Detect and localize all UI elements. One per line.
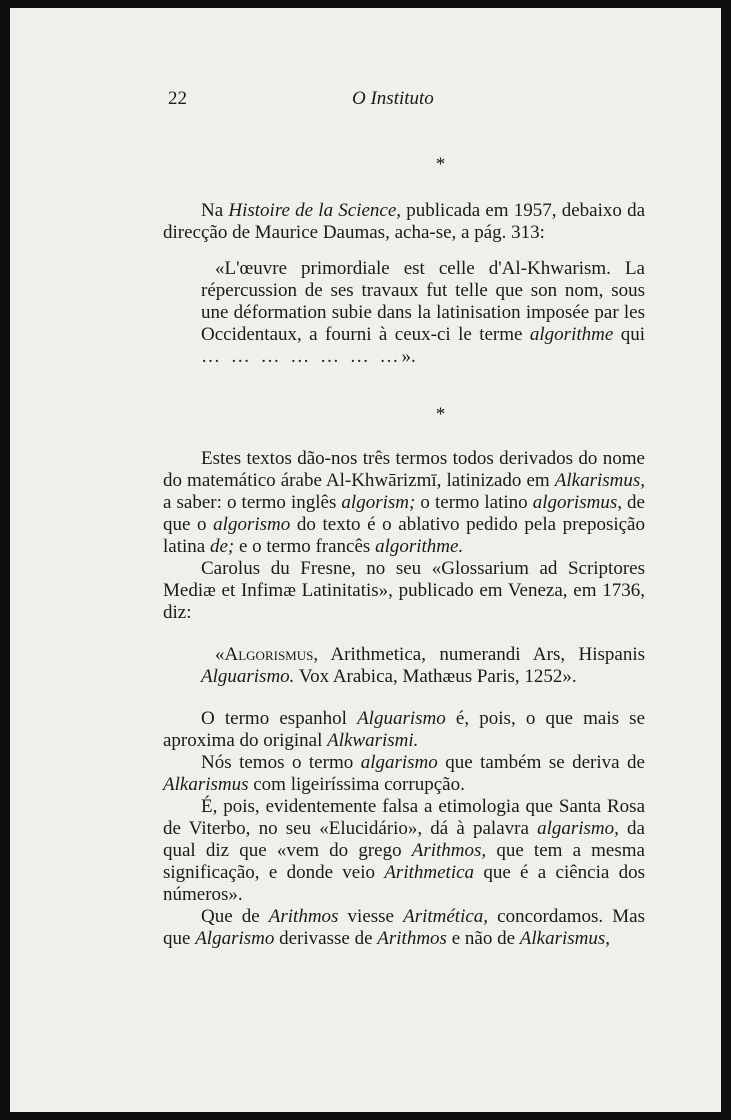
text-run: e não de: [446, 928, 520, 949]
italic-term: Alkwarismi.: [327, 730, 419, 751]
italic-term: algorism;: [341, 492, 416, 513]
book-page: [10, 8, 721, 1112]
asterisk: *: [435, 154, 446, 175]
text-run: Carolus du Fresne, no seu «Glossarium ad Scriptores Mediæ et Infimæ Latinitatis», publicado em Veneza, em 1736, diz:: [163, 558, 645, 623]
text-run: de que o: [163, 492, 645, 535]
italic-term: Arithmetica: [384, 862, 475, 883]
text-run: que tem a mesma significação, e donde veio: [163, 840, 645, 883]
italic-term: algorismus,: [532, 492, 622, 513]
quotation: [201, 258, 645, 368]
italic-term: Alkarismus,: [519, 928, 611, 949]
italic-term: Alguarismo.: [201, 666, 295, 687]
text-run: Nós temos o termo: [201, 752, 361, 773]
quote-paragraph: [201, 258, 645, 368]
page-header: [10, 88, 721, 112]
italic-term: algorithme.: [375, 536, 464, 557]
intro-block: [163, 200, 645, 368]
paragraph: [163, 200, 645, 244]
asterisk: *: [435, 404, 446, 425]
text-run: com ligeiríssima corrupção.: [248, 774, 465, 795]
text-run: viesse: [338, 906, 404, 927]
text-run: que também se deriva de: [437, 752, 645, 773]
text-run: o termo latino: [415, 492, 533, 513]
italic-term: algarismo: [360, 752, 438, 773]
text-run: O termo espanhol: [201, 708, 358, 729]
italic-term: Aritmética,: [403, 906, 489, 927]
paragraph: [163, 752, 645, 796]
text-run: Estes textos dão-nos três termos todos derivados do nome do matemático árabe Al-Khwārizmī, latinizado em: [163, 448, 645, 491]
text-run: publicada em 1957, debaixo da direcção de Maurice Daumas, acha-se, a pág. 313:: [163, 200, 646, 243]
text-run: a saber: o termo inglês: [163, 492, 342, 513]
paragraph: [163, 448, 645, 558]
text-run: «: [215, 644, 225, 665]
main-text: [163, 448, 645, 950]
text-run: qui: [613, 324, 645, 345]
italic-title: Histoire de la Science,: [228, 200, 402, 221]
section-separator: [10, 404, 721, 426]
text-run: concordamos. Mas que: [163, 906, 645, 949]
italic-term: Alkarismus: [163, 774, 249, 795]
text-run: «L'œuvre primordiale est celle d'Al-Khwarism. La répercussion de ses travaux fut telle que son nom, sous une déformation subie dans la latinisation imposée par les Occidentaux, a fourni à ceux-ci le terme: [201, 258, 645, 345]
small-caps-term: Algorismus: [224, 644, 314, 665]
italic-term: Arithmos: [377, 928, 447, 949]
text-run: Vox Arabica, Mathæus Paris, 1252».: [294, 666, 577, 687]
text-run: , Arithmetica, numerandi Ars, Hispanis: [313, 644, 645, 665]
text-run: Que de: [201, 906, 269, 927]
text-run: que é a ciência dos números».: [163, 862, 646, 905]
text-run: da qual diz que «vem do grego: [163, 818, 645, 861]
italic-term: de;: [209, 536, 235, 557]
text-run: é, pois, o que mais se aproxima do original: [163, 708, 645, 751]
italic-term: algorithme: [529, 324, 614, 345]
paragraph: [163, 906, 645, 950]
quote-paragraph: [201, 644, 645, 688]
page-number: 22: [168, 88, 187, 109]
italic-term: Alkarismus,: [554, 470, 645, 491]
italic-term: Arithmos: [268, 906, 339, 927]
paragraph: [163, 558, 645, 624]
text-run: ».: [401, 346, 416, 367]
section-separator: [10, 154, 721, 176]
quotation: [201, 644, 645, 688]
paragraph: [163, 708, 645, 752]
text-run: É, pois, evidentemente falsa a etimologia que Santa Rosa de Viterbo, no seu «Elucidário», dá à palavra: [163, 796, 645, 839]
italic-term: Algarismo: [195, 928, 275, 949]
text-run: e o termo francês: [234, 536, 376, 557]
italic-term: Arithmos,: [411, 840, 487, 861]
italic-term: algorismo: [213, 514, 291, 535]
italic-term: algarismo,: [537, 818, 619, 839]
text-run: Na: [201, 200, 229, 221]
italic-term: Alguarismo: [357, 708, 446, 729]
ellipsis-dots: … … … … … … …: [201, 346, 402, 367]
running-title: O Instituto: [352, 88, 434, 109]
text-run: derivasse de: [274, 928, 378, 949]
paragraph: [163, 796, 645, 906]
text-run: do texto é o ablativo pedido pela preposição latina: [163, 514, 645, 557]
